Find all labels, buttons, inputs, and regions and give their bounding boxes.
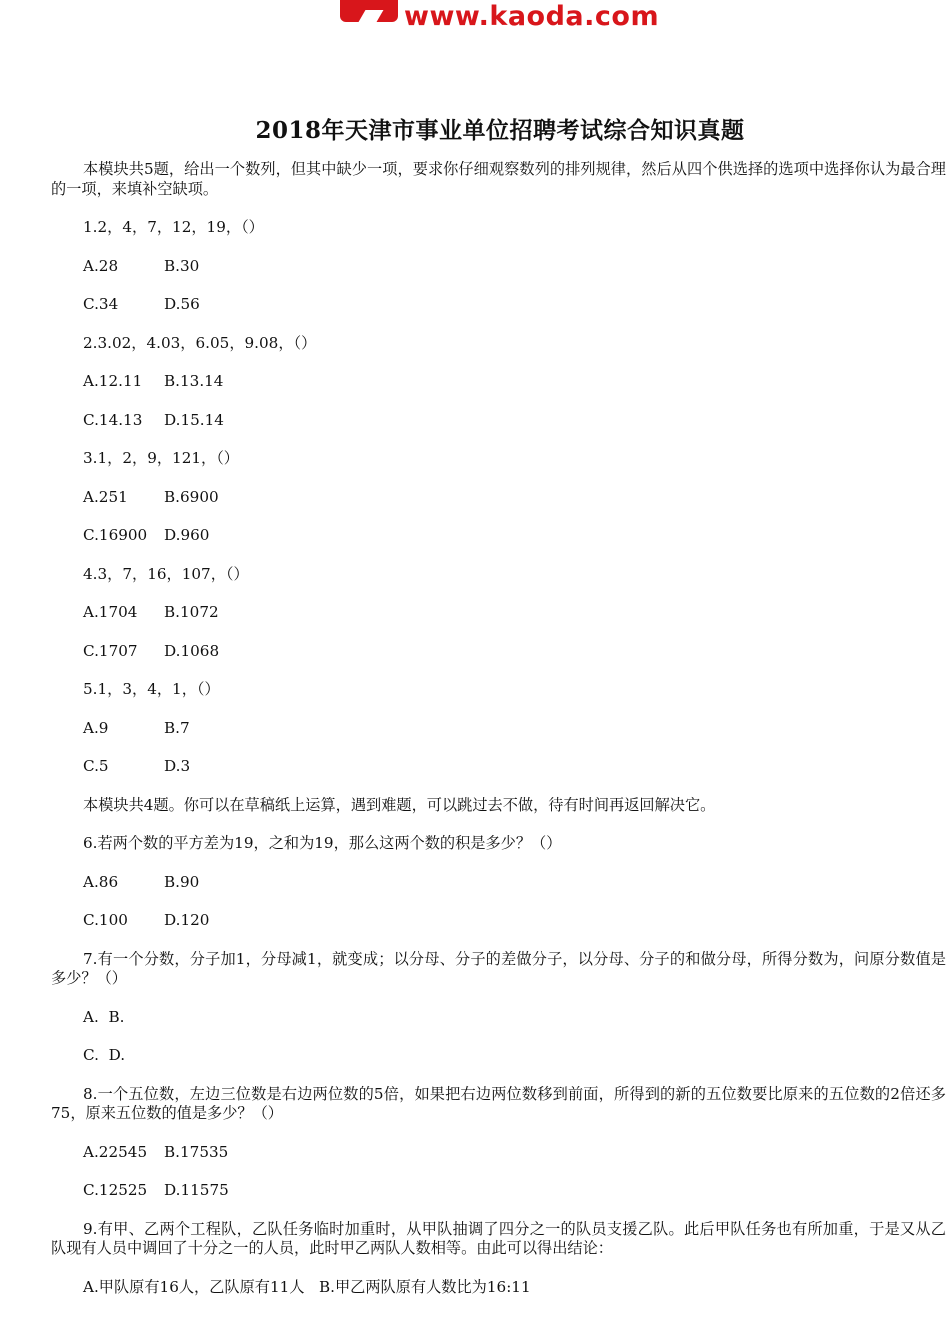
option-a: A.1704 <box>83 603 138 621</box>
question-2-options-cd <box>51 411 946 431</box>
question-6-options-cd <box>51 911 946 931</box>
option-d: D.960 <box>164 526 210 544</box>
option-b: B.6900 <box>164 487 219 506</box>
option-b: B.90 <box>164 872 200 891</box>
option-a: A.86 <box>83 872 119 891</box>
question-7-options-ab <box>51 1008 946 1028</box>
option-c: C.12525 <box>83 1181 148 1199</box>
option-d: D.1068 <box>164 641 220 660</box>
site-logo <box>340 0 670 36</box>
option-c: C.34 <box>83 295 119 313</box>
option-d: D. <box>108 1046 126 1064</box>
option-c: C.5 <box>83 757 109 775</box>
option-b: B.1072 <box>164 603 219 621</box>
question-8-options-ab <box>51 1143 946 1163</box>
question-9: 9.有甲、乙两个工程队，乙队任务临时加重时，从甲队抽调了四分之一的队员支援乙队。此后甲队任务也有所加重，于是又从乙队现有人员中调回了十分之一的人员，此时甲乙两队人数相等。由此可以得出结论： <box>51 1219 946 1257</box>
option-b: B.7 <box>164 718 190 737</box>
question-1-options-cd <box>51 295 946 315</box>
option-d: D.11575 <box>164 1181 229 1199</box>
intro-paragraph-2: 本模块共4题。你可以在草稿纸上运算，遇到难题，可以跳过去不做，待有时间再返回解决它。 <box>83 795 716 814</box>
option-b: B.甲乙两队原有人数比为16:11 <box>319 1277 531 1296</box>
option-d: D.56 <box>164 295 200 313</box>
option-b: B.17535 <box>164 1142 229 1161</box>
option-b: B.30 <box>164 256 200 275</box>
question-3-options-cd <box>51 526 946 546</box>
option-c: C.14.13 <box>83 410 143 429</box>
question-7-options-cd <box>51 1046 946 1066</box>
option-b: B. <box>108 1007 125 1026</box>
question-1-options-ab <box>51 257 946 277</box>
question-2: 2.3.02，4.03，6.05，9.08，（） <box>83 333 317 352</box>
question-1: 1.2，4，7，12，19，（） <box>83 218 264 236</box>
intro-paragraph-1: 本模块共5题，给出一个数列，但其中缺少一项，要求你仔细观察数列的排列规律，然后从四个供选择的选项中选择你认为最合理的一项，来填补空缺项。 <box>51 160 946 198</box>
page-title: 2018年天津市事业单位招聘考试综合知识真题 <box>255 117 745 144</box>
question-2-options-ab <box>51 372 946 392</box>
option-b: B.13.14 <box>164 372 224 390</box>
question-5-options-cd <box>51 757 946 777</box>
option-d: D.120 <box>164 911 210 929</box>
option-a: A.9 <box>83 718 109 737</box>
option-d: D.15.14 <box>164 410 224 429</box>
option-c: C.1707 <box>83 641 138 660</box>
question-3-options-ab <box>51 488 946 508</box>
site-url: www.kaoda.com <box>404 1 660 32</box>
option-a: A.甲队原有16人，乙队原有11人 <box>83 1277 305 1296</box>
question-8: 8.一个五位数，左边三位数是右边两位数的5倍，如果把右边两位数移到前面，所得到的新的五位数要比原来的五位数的2倍还多75，原来五位数的值是多少？（） <box>51 1084 946 1122</box>
question-3: 3.1，2，9，121，（） <box>83 449 239 467</box>
option-d: D.3 <box>164 757 191 775</box>
question-5: 5.1，3，4，1，（） <box>83 680 220 698</box>
question-4: 4.3，7，16，107，（） <box>83 564 249 583</box>
option-c: C. <box>83 1046 99 1064</box>
option-c: C.100 <box>83 911 128 929</box>
question-8-options-cd <box>51 1181 946 1201</box>
option-a: A.28 <box>83 256 119 275</box>
question-4-options-ab <box>51 603 946 623</box>
document-body <box>51 160 946 1297</box>
question-7: 7.有一个分数，分子加1，分母减1，就变成；以分母、分子的差做分子，以分母、分子的和做分母，所得分数为，问原分数值是多少？（） <box>51 949 946 987</box>
question-5-options-ab <box>51 719 946 739</box>
option-a: A. <box>83 1007 99 1026</box>
option-c: C.16900 <box>83 526 148 544</box>
option-a: A.12.11 <box>83 372 143 390</box>
question-4-options-cd <box>51 642 946 662</box>
option-a: A.251 <box>83 487 128 506</box>
question-6-options-ab <box>51 873 946 893</box>
question-6: 6.若两个数的平方差为19，之和为19，那么这两个数的积是多少？（） <box>83 834 562 852</box>
logo-icon <box>340 0 398 22</box>
question-9-options-ab <box>51 1278 946 1298</box>
option-a: A.22545 <box>83 1142 148 1161</box>
